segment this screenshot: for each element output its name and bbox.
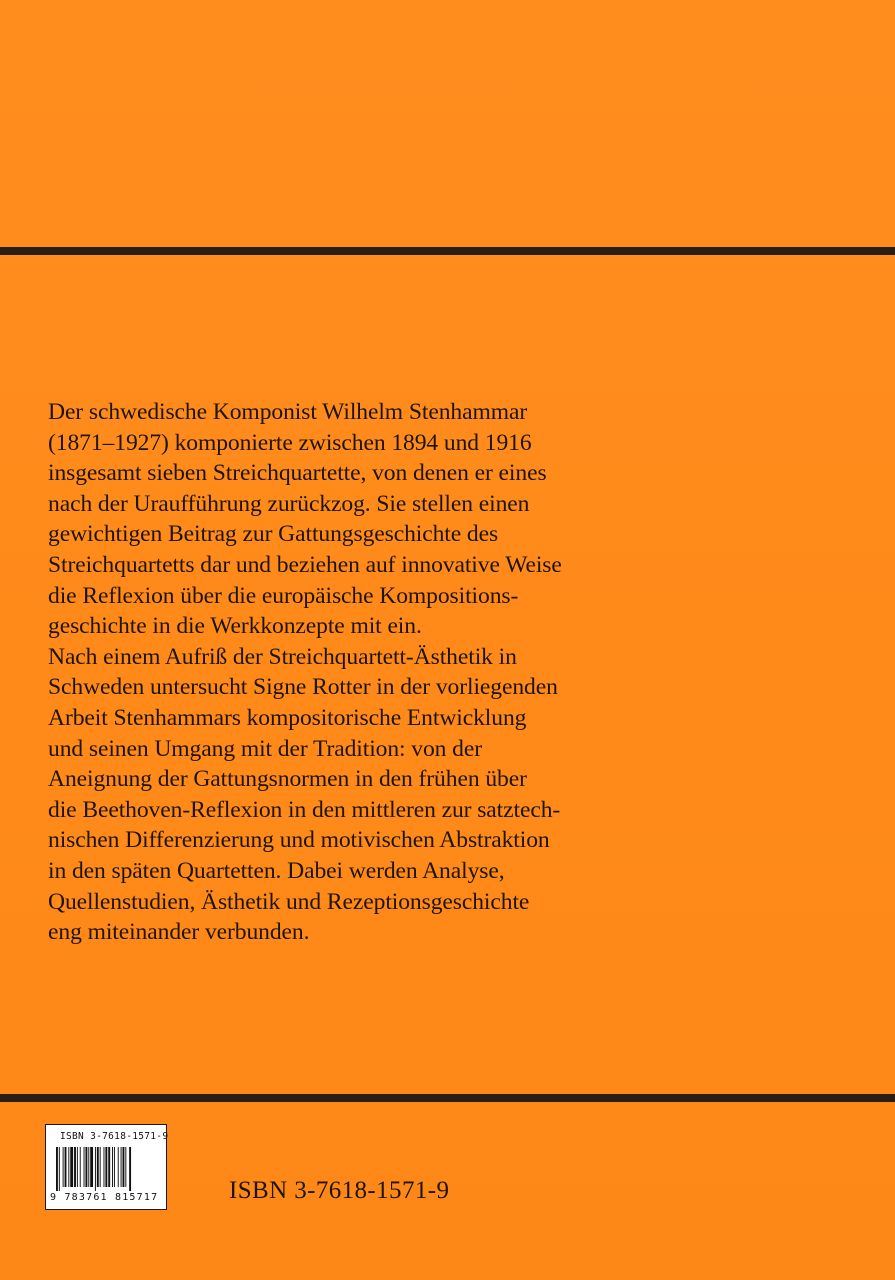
blurb-line: die Beethoven-Reflexion in den mittleren zur satztech- [48,796,561,823]
barcode-bar [118,1147,119,1187]
barcode-bar [112,1147,113,1187]
barcode-bar [56,1147,58,1191]
barcode-bar [105,1147,107,1187]
barcode-label [45,1124,167,1210]
blurb-line: Nach einem Aufriß der Streichquartett-Ästhetik in [48,643,517,670]
blurb-line: Schweden untersucht Signe Rotter in der vorliegenden [48,674,558,701]
blurb-line: (1871–1927) komponierte zwischen 1894 und 1916 [48,429,532,456]
isbn-number: ISBN 3-7618-1571-9 [229,1177,450,1204]
blurb-line: und seinen Umgang mit der Tradition: von der [48,735,483,762]
blurb-line: eng miteinander verbunden. [48,919,310,946]
blurb-line: Quellenstudien, Ästhetik und Rezeptionsgeschichte [48,888,530,915]
blurb-line: die Reflexion über die europäische Kompositions- [48,582,519,609]
barcode-bar [85,1147,87,1187]
blurb-text [48,397,608,948]
barcode-bar [121,1147,122,1187]
blurb-line: Streichquartetts dar und beziehen auf innovative Weise [48,551,562,578]
blurb-line: nach der Uraufführung zurückzog. Sie stellen einen [48,490,530,517]
blurb-line: nischen Differenzierung und motivischen Abstraktion [48,827,550,854]
barcode-bar [68,1147,69,1187]
blurb-line: insgesamt sieben Streichquartette, von denen er eines [48,460,547,487]
blurb-line: Aneignung der Gattungsnormen in den frühen über [48,766,527,793]
barcode-bar [77,1147,78,1187]
barcode-bar [59,1147,60,1191]
barcode-bar [63,1147,64,1187]
barcode-icon [56,1147,158,1191]
barcode-bar [88,1147,89,1187]
blurb-line: Arbeit Stenhammars kompositorische Entwicklung [48,704,527,731]
barcode-bar [95,1147,96,1191]
barcode-isbn-text: ISBN 3-7618-1571-9 [60,1131,169,1142]
barcode-bar [100,1147,101,1187]
barcode-bar [80,1147,81,1187]
blurb-line: in den späten Quartetten. Dabei werden Analyse, [48,857,505,884]
top-rule [0,247,895,255]
barcode-bar [84,1147,85,1187]
barcode-bar [108,1147,110,1187]
barcode-bar [114,1147,115,1187]
barcode-bar [70,1147,73,1187]
barcode-bar [74,1147,76,1187]
blurb-line: Der schwedische Komponist Wilhelm Stenhammar [48,399,528,425]
blurb-line: geschichte in die Werkkonzepte mit ein. [48,613,422,640]
barcode-bar [125,1147,126,1187]
blurb-line: gewichtigen Beitrag zur Gattungsgeschichte des [48,521,499,548]
barcode-bar [104,1147,105,1187]
barcode-bar [65,1147,67,1187]
barcode-bar [123,1147,125,1187]
barcode-bar [97,1147,99,1187]
bottom-rule [0,1094,895,1102]
barcode-bar [129,1147,131,1191]
barcode-bar [90,1147,93,1187]
barcode-digits: 9 783761 815717 [50,1192,159,1203]
